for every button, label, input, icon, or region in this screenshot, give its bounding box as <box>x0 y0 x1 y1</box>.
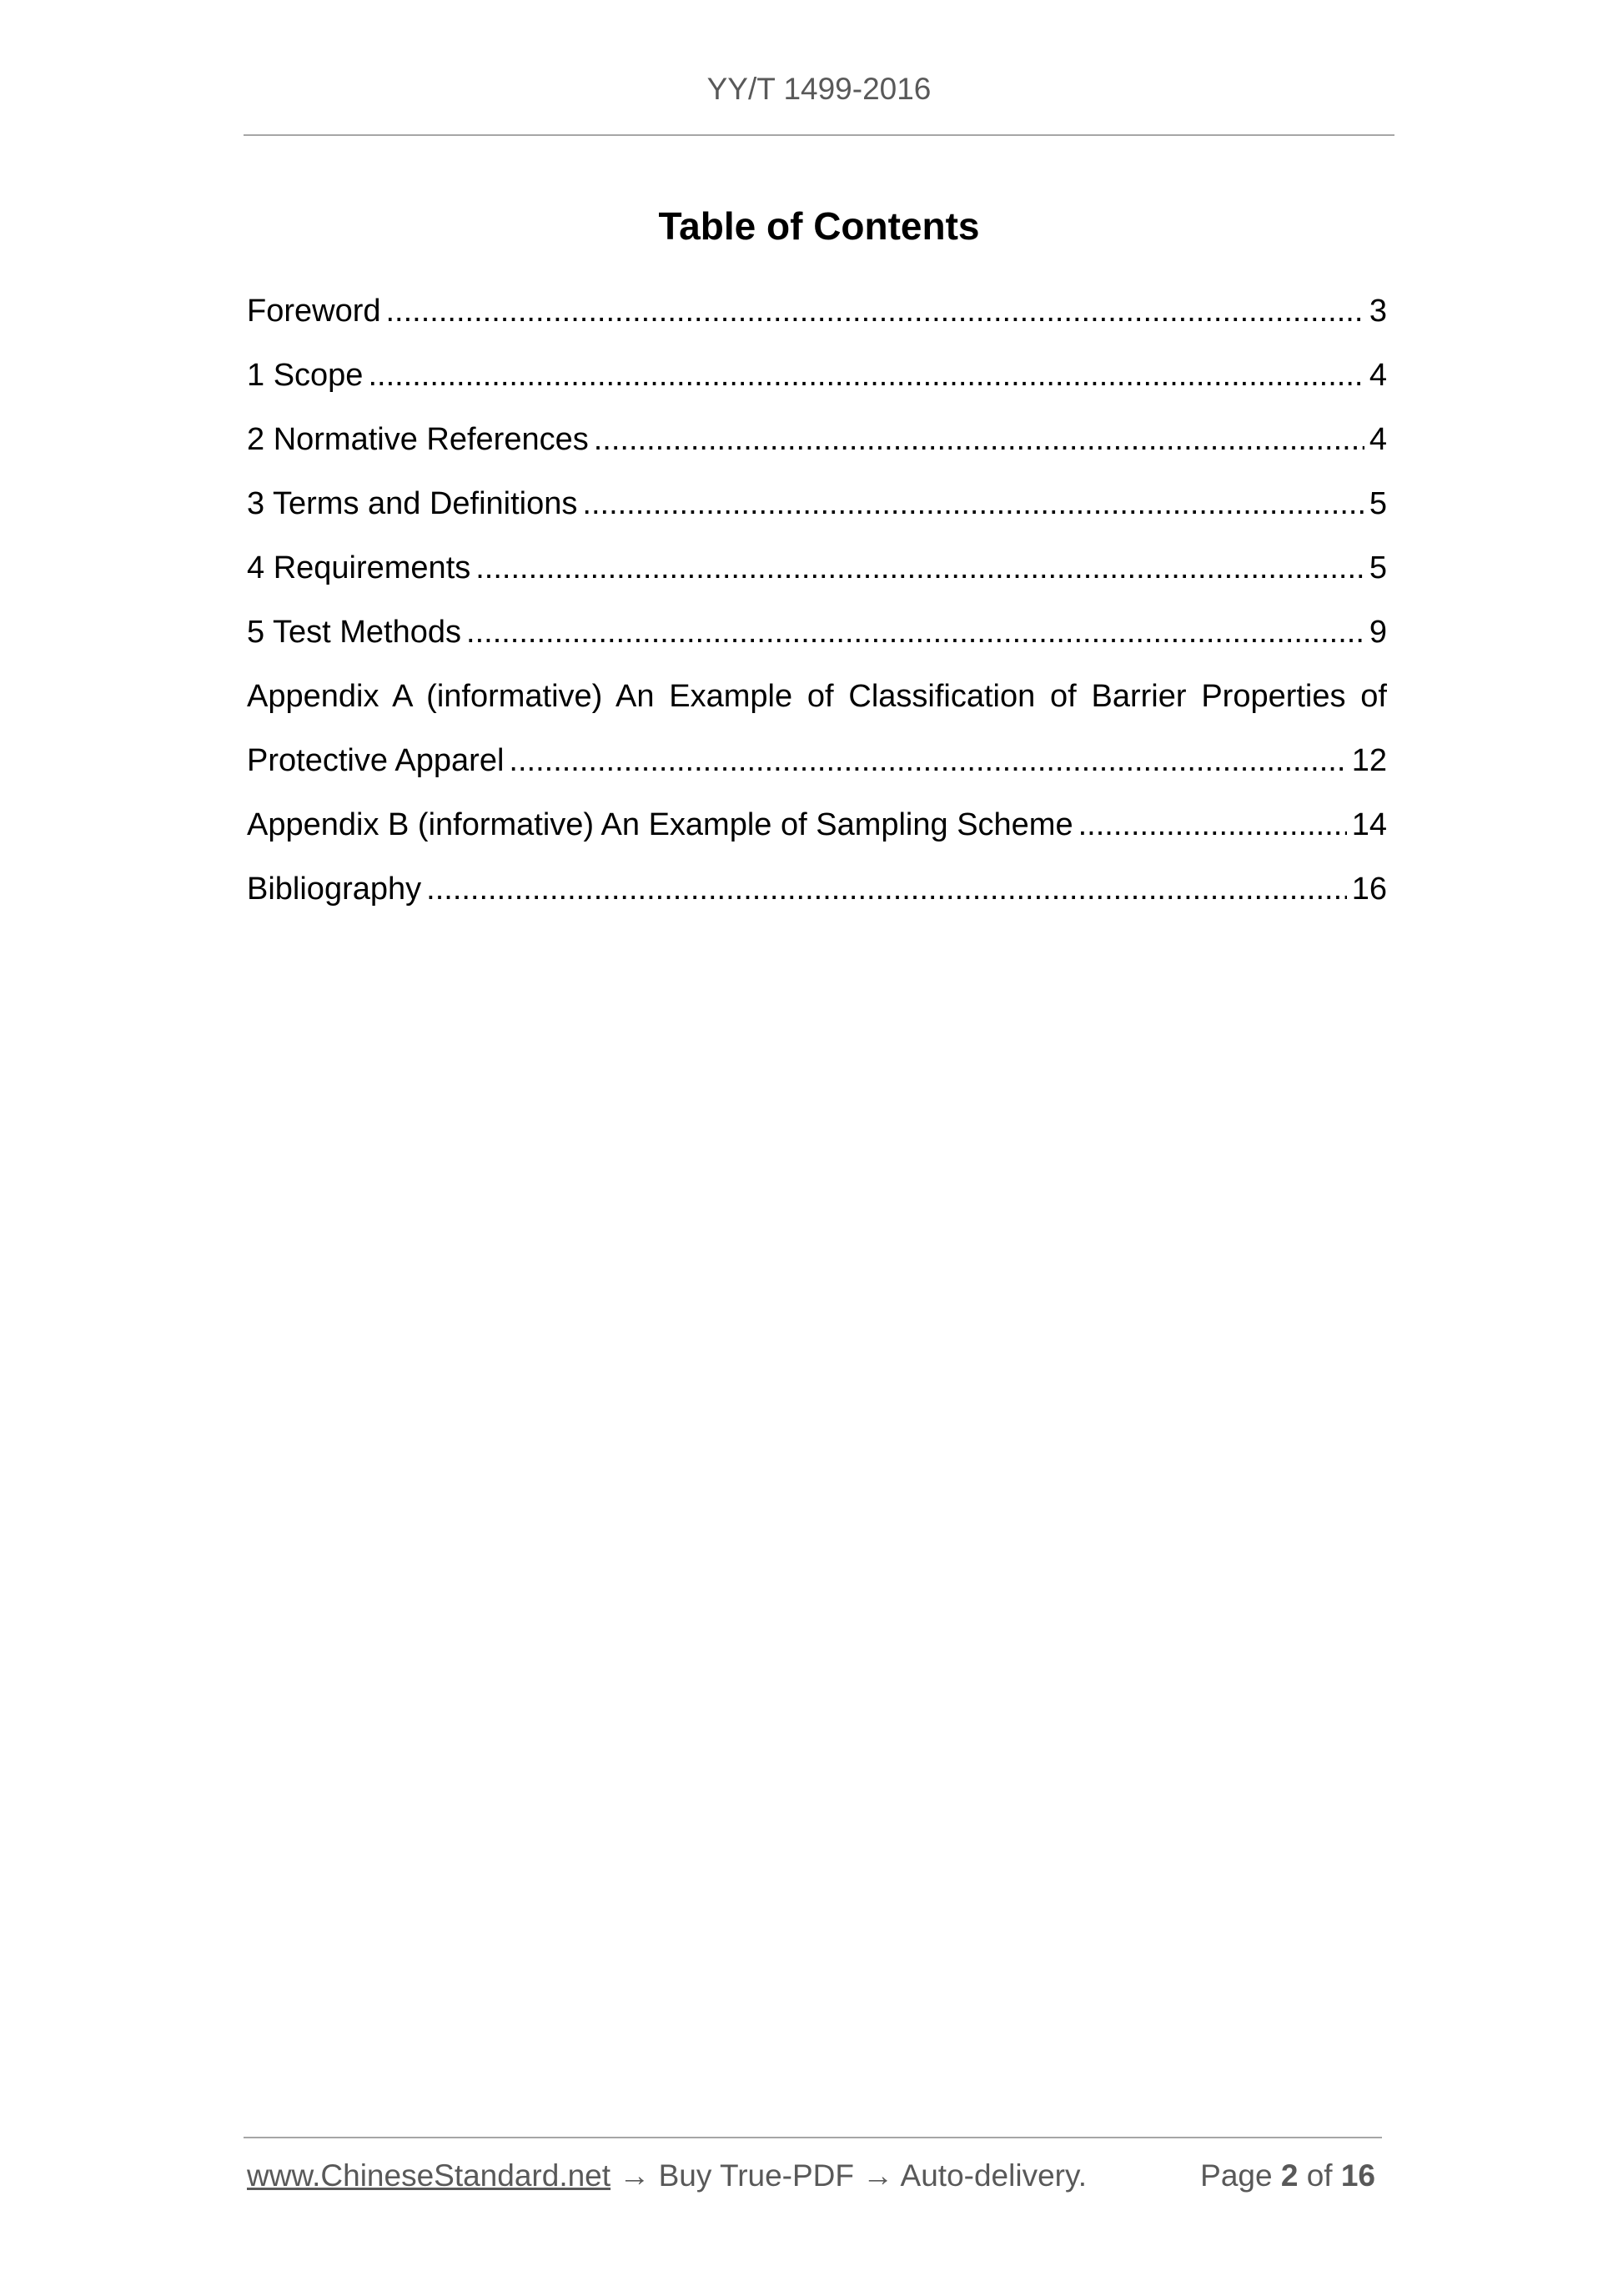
toc-leader-dots <box>509 729 1346 793</box>
toc-entry-scope[interactable] <box>247 344 1387 408</box>
toc-entry-appendix-a[interactable] <box>247 729 1387 793</box>
total-pages-number: 16 <box>1340 2158 1375 2193</box>
footer-promo <box>247 2158 1087 2193</box>
toc-entry-page: 5 <box>1369 550 1387 585</box>
toc-entry-page: 5 <box>1369 486 1387 521</box>
toc-leader-dots <box>386 279 1364 344</box>
toc-leader-dots <box>466 600 1364 665</box>
toc-entry-page: 9 <box>1369 615 1387 650</box>
toc-entry-label: 3 Terms and Definitions <box>247 486 578 521</box>
toc-leader-dots <box>594 408 1364 472</box>
buy-true-pdf-text: Buy True-PDF <box>658 2158 855 2193</box>
toc-entry-page: 3 <box>1369 294 1387 329</box>
toc-entry-page: 12 <box>1351 743 1387 778</box>
arrow-right-icon: → <box>862 2158 894 2193</box>
toc-entry-label: 2 Normative References <box>247 422 589 457</box>
header-divider <box>244 134 1394 136</box>
toc-leader-dots <box>475 536 1364 600</box>
toc-entry-page: 4 <box>1369 358 1387 393</box>
toc-entry-requirements[interactable] <box>247 536 1387 600</box>
toc-entry-page: 16 <box>1351 872 1387 907</box>
page-word: Page <box>1200 2158 1273 2193</box>
toc-entry-label: Bibliography <box>247 872 422 907</box>
toc-entry-label: 5 Test Methods <box>247 615 462 650</box>
toc-entry-normative-references[interactable] <box>247 408 1387 472</box>
toc-entry-label: 4 Requirements <box>247 550 471 585</box>
toc-leader-dots <box>426 857 1347 922</box>
toc-entry-page: 4 <box>1369 422 1387 457</box>
toc-title: Table of Contents <box>658 204 980 248</box>
toc-leader-dots <box>582 472 1364 536</box>
toc-entry-appendix-a-line1[interactable]: Appendix A (informative) An Example of Classification of Barrier Properties of <box>247 679 1387 714</box>
page-indicator <box>1200 2158 1375 2193</box>
toc-entry-appendix-b[interactable] <box>247 793 1387 857</box>
toc-entry-label: Foreword <box>247 294 381 329</box>
toc-entry-label: Appendix B (informative) An Example of Sampling Scheme <box>247 807 1073 842</box>
toc-entry-label: 1 Scope <box>247 358 364 393</box>
toc-entry-foreword[interactable] <box>247 279 1387 344</box>
of-word: of <box>1306 2158 1333 2193</box>
document-code-header: YY/T 1499-2016 <box>706 72 932 106</box>
table-of-contents <box>247 279 1387 922</box>
toc-entry-label: Protective Apparel <box>247 743 505 778</box>
toc-entry-terms-and-definitions[interactable] <box>247 472 1387 536</box>
toc-entry-bibliography[interactable] <box>247 857 1387 922</box>
toc-entry-test-methods[interactable] <box>247 600 1387 665</box>
toc-leader-dots <box>1078 793 1347 857</box>
auto-delivery-text: Auto-delivery. <box>900 2158 1088 2193</box>
site-link[interactable]: www.ChineseStandard.net <box>247 2158 611 2193</box>
toc-entry-page: 14 <box>1351 807 1387 842</box>
arrow-right-icon: → <box>619 2158 651 2193</box>
footer-divider <box>244 2137 1382 2138</box>
current-page-number: 2 <box>1280 2158 1299 2193</box>
toc-leader-dots <box>368 344 1364 408</box>
